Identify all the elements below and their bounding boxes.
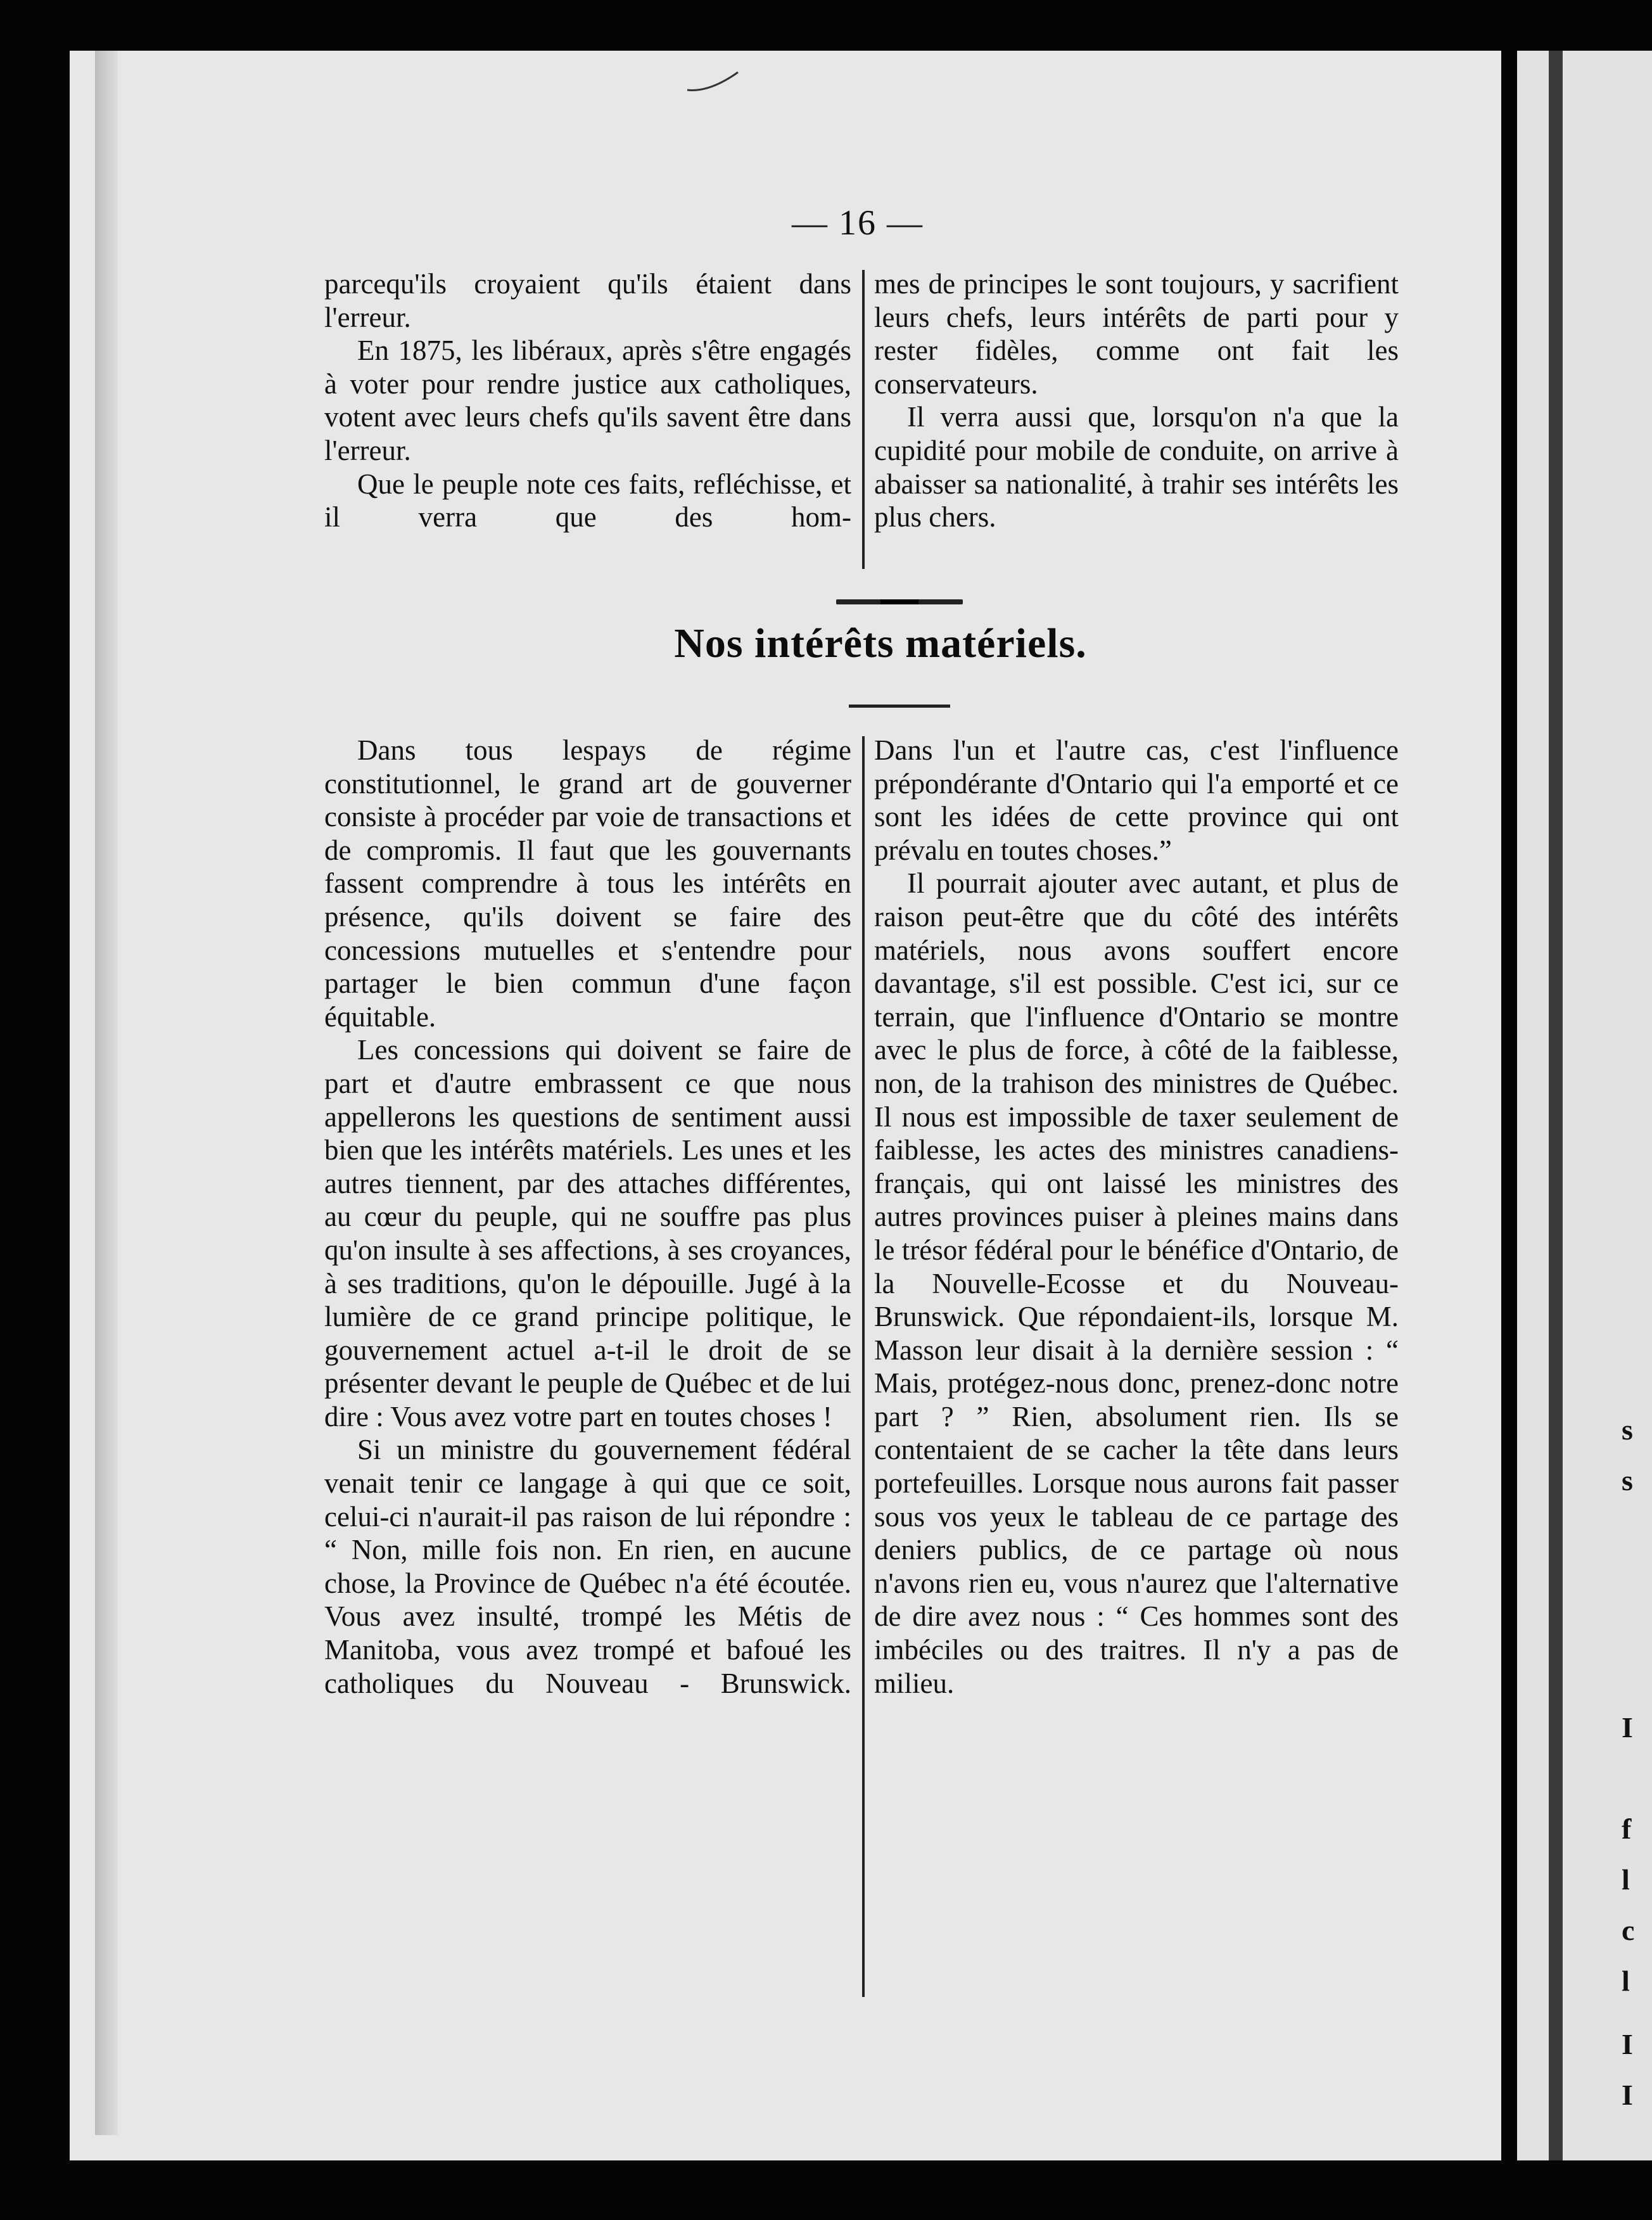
top-right-column (874, 267, 1399, 534)
bottom-left-column (324, 734, 851, 1700)
page-number: — 16 — (792, 203, 924, 243)
adjacent-page-letter: s (1622, 1413, 1633, 1446)
adjacent-page-letter: I (1622, 2079, 1633, 2111)
paragraph: mes de principes le sont toujours, y sacrifient leurs chefs, leurs intérêts de parti pour y rester fidèles, comme ont fait les conservateurs. (874, 268, 1399, 400)
paragraph: Si un ministre du gouvernement fédéral venait tenir ce langage à qui que ce soit, celui-ci n'aurait-il pas raison de lui répondre : “ Non, mille fois non. En rien, en aucune chose, la Province de Québec n'a été écoutée. Vous avez insulté, trompé les Métis de Manitoba, vous avez trompé et bafoué les catholiques du Nouveau - Brunswick. (324, 1434, 851, 1699)
paragraph: Dans l'un et l'autre cas, c'est l'influence prépondérante d'Ontario qui l'a emporté et ce sont les idées de cette province qui ont prévalu en toutes choses.” (874, 734, 1399, 866)
bottom-right-column (874, 734, 1399, 1700)
adjacent-page-letter: l (1622, 1965, 1630, 1997)
top-left-column (324, 267, 851, 534)
adjacent-page (1517, 51, 1652, 2160)
adjacent-page-letter: s (1622, 1464, 1633, 1496)
adjacent-page-letter: I (1622, 1711, 1633, 1744)
ornament-rule-bottom (849, 705, 950, 708)
adjacent-page-edge (1549, 51, 1563, 2160)
adjacent-page-letter: l (1622, 1863, 1630, 1896)
paragraph: Il verra aussi que, lorsqu'on n'a que la cupidité pour mobile de conduite, on arrive à abaisser sa nationalité, à trahir ses intérêts les plus chers. (874, 401, 1399, 533)
column-divider-top (862, 270, 865, 569)
ornament-rule-top (836, 599, 963, 604)
paragraph: Il pourrait ajouter avec autant, et plus de raison peut-être que du côté des intérêts matériels, nous avons souffert encore davantage, s'il est possible. C'est ici, sur ce terrain, que l'influence d'Ontario se montre avec le plus de force, à côté de la faiblesse, non, de la trahison des ministres de Québec. Il nous est impossible de taxer seulement de faiblesse, les actes des ministres canadiens-français, qui ont laissé les ministres des autres provinces puiser à pleines mains dans le trésor fédéral pour le bénéfice d'Ontario, de la Nouvelle-Ecosse et du Nouveau-Brunswick. Que répondaient-ils, lorsque M. Masson leur disait à la dernière session : “ Mais, protégez-nous donc, prenez-donc notre part ? ” Rien, absolument rien. Ils se contentaient de se cacher la tête dans leurs portefeuilles. Lorsque nous aurons fait passer sous vos yeux le tableau de ce partage des deniers publics, de ce partage où nous n'avons rien eu, vous n'aurez que l'alternative de dire avez nous : “ Ces hommes sont des imbéciles ou des traitres. Il n'y a pas de milieu. (874, 867, 1399, 1699)
pencil-mark-icon (684, 70, 741, 95)
section-title: Nos intérêts matériels. (674, 620, 1087, 667)
paragraph: Dans tous lespays de régime constitutionnel, le grand art de gouverner consiste à procéder par voie de transactions et de compromis. Il faut que les gouvernants fassent comprendre à tous les intérêts en présence, qu'ils doivent se faire des concessions mutuelles et s'entendre pour partager le bien commun d'une façon équitable. (324, 734, 851, 1033)
paragraph: Les concessions qui doivent se faire de part et d'autre embrassent ce que nous appellerons les questions de sentiment aussi bien que les intérêts matériels. Les unes et les autres tiennent, par des attaches différentes, au cœur du peuple, qui ne souffre pas plus qu'on insulte à ses affections, à ses croyances, à ses traditions, qu'on le dépouille. Jugé à la lumière de ce grand principe politique, le gouvernement actuel a-t-il le droit de se présenter devant le peuple de Québec et de lui dire : Vous avez votre part en toutes choses ! (324, 1034, 851, 1432)
page-gutter-shadow (95, 51, 118, 2135)
column-divider-bottom (862, 736, 865, 1997)
paragraph: parcequ'ils croyaient qu'ils étaient dans l'erreur. (324, 268, 851, 333)
adjacent-page-letter: c (1622, 1914, 1635, 1946)
paragraph: Que le peuple note ces faits, refléchisse, et il verra que des hom- (324, 468, 851, 533)
adjacent-page-letter: I (1622, 2028, 1633, 2060)
adjacent-page-letter: f (1622, 1813, 1632, 1845)
paragraph: En 1875, les libéraux, après s'être engagés à voter pour rendre justice aux catholiques, votent avec leurs chefs qu'ils savent être dans l'erreur. (324, 335, 851, 466)
